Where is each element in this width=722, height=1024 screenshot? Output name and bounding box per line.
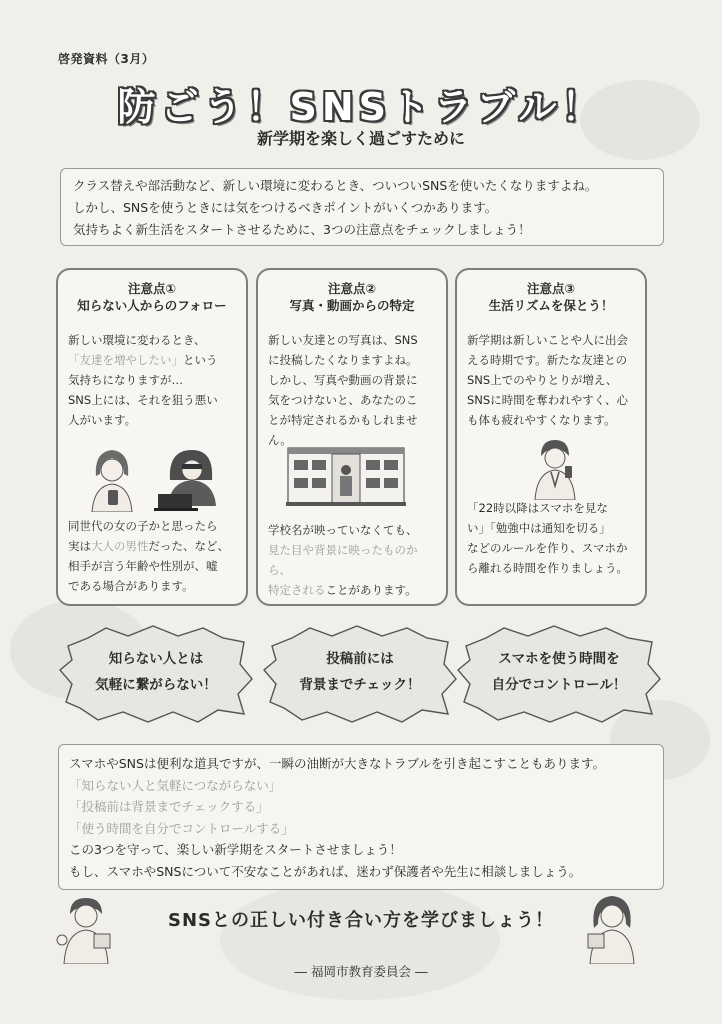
burst-line: 知らない人とは	[108, 651, 204, 667]
intro-line: クラス替えや部活動など、新しい環境に変わるとき、ついついSNSを使いたくなりますよね。	[73, 178, 598, 193]
body-line: える時期です。新たな友達との	[467, 353, 628, 367]
girl-with-phone-illustration	[84, 446, 144, 512]
body-line: 人がいます。	[68, 413, 137, 427]
burst-callout-1	[58, 646, 254, 698]
footer-line: 同世代の女の子かと思ったら	[68, 519, 218, 533]
burst-line: 気軽に繋がらない！	[95, 677, 217, 693]
footer-line: 「22時以降はスマホを見な	[467, 501, 608, 515]
point-footer	[68, 516, 238, 596]
body-line: 新学期は新しいことや人に出会	[467, 333, 628, 347]
page-subtitle: 新学期を楽しく過ごすために	[256, 129, 465, 148]
body-line: 新しい友達との写真は、SNS	[268, 333, 418, 347]
footer-line	[268, 580, 438, 600]
highlight-text: 大人の男性	[91, 539, 149, 553]
school-building-illustration	[286, 440, 406, 510]
girl-with-book-illustration	[580, 894, 644, 964]
organization-name: ― 福岡市教育委員会 ―	[294, 964, 428, 979]
body-line	[68, 350, 236, 370]
body-line: 気持ちになりますが…	[68, 373, 183, 387]
footer-line: ら離れる時間を作りましょう。	[467, 561, 628, 575]
point-card-1	[56, 268, 248, 606]
footer-line: である場合があります。	[68, 579, 194, 593]
point-number: 注意点②	[327, 281, 377, 296]
highlight-text: 「友達を増やしたい」	[68, 353, 183, 367]
highlight-text: 見た目や背景に映ったものから、	[268, 543, 418, 577]
point-number: 注意点③	[526, 281, 576, 296]
footer-line	[68, 536, 238, 556]
burst-callout-2	[262, 646, 458, 698]
body-line: 新しい環境に変わるとき、	[68, 333, 206, 347]
highlight-text: 特定される	[268, 583, 326, 597]
body-line: しかし、写真や動画の背景に	[268, 373, 418, 387]
closing-box	[58, 744, 664, 890]
point-heading: 生活リズムを保とう！	[488, 298, 614, 313]
burst-callout-3	[456, 646, 662, 698]
hooded-man-illustration	[154, 446, 224, 512]
body-line: SNS上には、それを狙う悪い	[68, 393, 218, 407]
closing-line: もし、スマホやSNSについて不安なことがあれば、迷わず保護者や先生に相談しましょう。	[69, 863, 582, 879]
point-body	[268, 330, 436, 450]
page-title: 防ごう！SNSトラブル！	[117, 85, 605, 129]
intro-line: しかし、SNSを使うときには気をつけるべきポイントがいくつかあります。	[73, 200, 498, 215]
point-card-2	[256, 268, 448, 606]
document-label: 啓発資料（3月）	[58, 52, 155, 66]
body-line: 気をつけないと、あなたのこ	[268, 393, 418, 407]
burst-line: 投稿前には	[326, 651, 394, 667]
closing-quote: 「投稿前は背景までチェックする」	[69, 799, 269, 814]
burst-line: 自分でコントロール！	[491, 677, 627, 693]
footer-line: 学校名が映っていなくても、	[268, 523, 418, 537]
closing-slogan: SNSとの正しい付き合い方を学びましょう！	[168, 910, 554, 931]
closing-line: この3つを守って、楽しい新学期をスタートさせましょう！	[69, 842, 402, 857]
closing-quote: 「使う時間を自分でコントロールする」	[69, 820, 294, 836]
footer-text: 実は	[68, 539, 91, 553]
point-body	[467, 330, 635, 430]
point-heading: 写真・動画からの特定	[289, 298, 415, 313]
footer-text: ことがあります。	[325, 583, 417, 597]
footer-line: 相手が言う年齢や性別が、嘘	[68, 559, 218, 573]
footer-line: い」「勉強中は通知を切る」	[467, 521, 611, 535]
body-line: に投稿したくなりますよね。	[268, 353, 418, 367]
body-line: ん。	[268, 433, 292, 447]
point-card-3	[455, 268, 647, 606]
burst-line: スマホを使う時間を	[498, 651, 620, 667]
body-line: SNSに時間を奪われやすく、心	[467, 393, 628, 407]
burst-line: 背景までチェック！	[299, 677, 421, 693]
body-line: も体も疲れやすくなります。	[467, 413, 616, 427]
point-number: 注意点①	[127, 281, 177, 296]
footer-text: だった、など、	[148, 539, 229, 553]
intro-line: 気持ちよく新生活をスタートさせるために、3つの注意点をチェックしましょう！	[73, 222, 531, 237]
point-footer	[467, 498, 637, 578]
closing-quote: 「知らない人と気軽につながらない」	[69, 777, 282, 793]
intro-box	[60, 168, 664, 246]
closing-line: スマホやSNSは便利な道具ですが、一瞬の油断が大きなトラブルを引き起こすこともあります。	[69, 756, 605, 771]
body-line: SNS上でのやりとりが増え、	[467, 373, 618, 387]
body-text: という	[183, 353, 218, 367]
point-footer	[268, 520, 438, 600]
point-body	[68, 330, 236, 430]
boy-with-phone-illustration	[527, 436, 583, 500]
point-heading: 知らない人からのフォロー	[77, 298, 227, 313]
body-line: とが特定されるかもしれませ	[268, 413, 418, 427]
footer-line: などのルールを作り、スマホか	[467, 541, 628, 555]
